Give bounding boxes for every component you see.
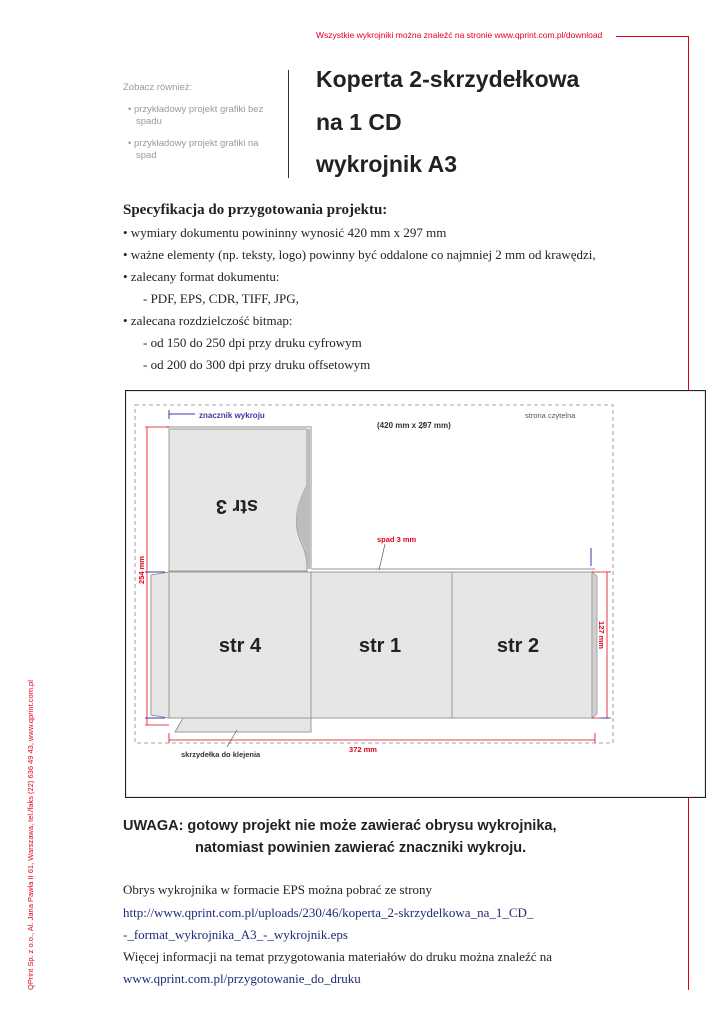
spec-line: - od 200 do 300 dpi przy druku offsetowym [143,357,371,372]
eps-download-link-cont[interactable]: -_format_wykrojnika_A3_-_wykrojnik.eps [123,927,348,942]
page-title-line2: na 1 CD [316,109,402,135]
warning-line1: UWAGA: gotowy projekt nie może zawierać obrysu wykrojnika, [123,818,557,834]
panel-str1-label: str 1 [358,635,402,657]
see-also-line: spad [136,150,157,161]
dim-254-label: 254 mm [137,556,146,584]
panel-str4-label: str 4 [218,635,262,657]
die-cut-diagram [125,390,706,798]
eps-download-link[interactable]: http://www.qprint.com.pl/uploads/230/46/koperta_2-skrzydelkowa_na_1_CD_ [123,905,534,920]
glue-flap [175,718,311,732]
cut-marker-label: znacznik wykroju [199,411,265,420]
spec-line: - PDF, EPS, CDR, TIFF, JPG, [143,291,299,306]
dim-372-label: 372 mm [349,745,377,754]
side-flap-left [151,572,169,718]
see-also-heading: Zobacz również: [123,82,193,93]
see-also-link-no-bleed[interactable] [128,104,278,128]
company-sidebar: QPrint Sp. z o.o., Al. Jana Pawła II 61, Warszawa, tel./faks (22) 636 49 43, www.qprint.com.pl [26,680,35,990]
page-title-line3: wykrojnik A3 [316,151,458,177]
spec-line: - od 150 do 250 dpi przy druku cyfrowym [143,335,362,350]
spec-line: • ważne elementy (np. teksty, logo) powinny być oddalone co najmniej 2 mm od krawędzi, [123,247,596,262]
panel-str3-label: str 3 [215,495,259,517]
footer-text: Obrys wykrojnika w formacie EPS można pobrać ze strony [123,882,433,897]
spec-line: • zalecana rozdzielczość bitmap: [123,313,293,328]
see-also-line: • przykładowy projekt grafiki na [128,138,259,149]
see-also-line: • przykładowy projekt grafiki bez [128,104,264,115]
spec-line: • wymiary dokumentu powininny wynosić 420 mm x 297 mm [123,225,447,240]
see-also-link-bleed[interactable] [128,138,278,162]
dim-127-label: 127 mm [597,621,606,649]
readable-side-label: strona czytelna [525,411,576,420]
panel-str2-label: str 2 [496,635,540,657]
glue-flap-label: skrzydełka do klejenia [181,750,261,759]
print-prep-link[interactable]: www.qprint.com.pl/przygotowanie_do_druku [123,971,361,986]
footer-text: Więcej informacji na temat przygotowania materiałów do druku można znaleźć na [123,949,553,964]
top-rule [616,36,688,37]
side-flap-right [592,572,597,718]
document-size-label: (420 mm x 297 mm) [377,421,451,430]
page-title-line1: Koperta 2-skrzydełkowa [316,66,580,92]
bleed-label: spad 3 mm [377,535,417,544]
header-divider [288,70,289,178]
download-note: Wszystkie wykrojniki można znaleźć na stronie www.qprint.com.pl/download [316,30,603,40]
spec-line: • zalecany format dokumentu: [123,269,280,284]
see-also-line: spadu [136,116,162,127]
warning-line2: natomiast powinien zawierać znaczniki wykroju. [195,840,527,856]
spec-heading: Specyfikacja do przygotowania projektu: [123,202,388,218]
